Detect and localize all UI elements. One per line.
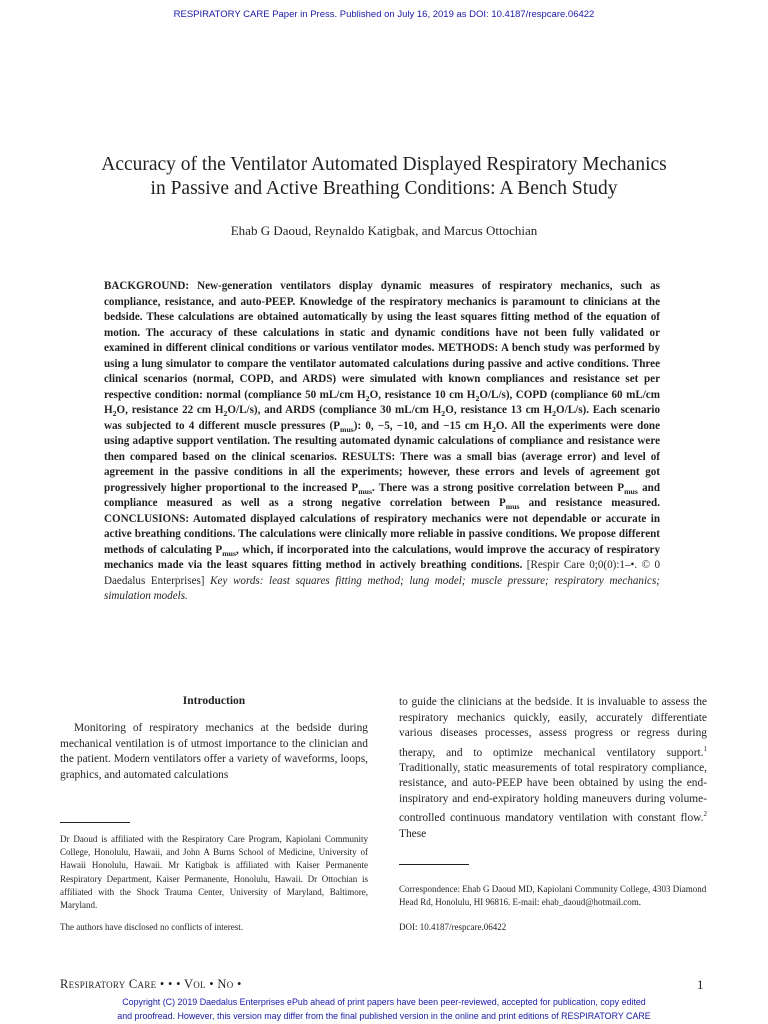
affiliation-footnote: Dr Daoud is affiliated with the Respiratory Care Program, Kapiolani Community College, Honolulu, Hawaii, and John A Burns School of Medicine, University of Hawaii Honolulu, Hawaii. Mr Katigbak is affiliated with Kaiser Permanente Respiratory Department, Kaiser Permanente, Honolulu, Hawaii. Dr Ottochian is affiliated with the Shock Trauma Center, University of Maryland, Baltimore, Maryland. (60, 834, 368, 911)
abstract-part: O, resistance 10 cm H (369, 388, 476, 401)
subscript: 2 (223, 409, 228, 419)
abstract-part: O/L/s). Each scenario was subjected to 4 different muscle pressures (P (104, 404, 660, 432)
subscript: mus (339, 424, 354, 434)
keywords: Key words: least squares fitting method; lung model; muscle pressure; respiratory mechanics; simulation models. (104, 574, 660, 602)
citation: [Respir Care 0;0(0):1–•. © 0 Daedalus Enterprises] (104, 559, 660, 587)
abstract-part: and compliance measured as well as a strong negative correlation between P (104, 481, 660, 509)
title-line-1: Accuracy of the Ventilator Automated Displayed Respiratory Mechanics (101, 154, 667, 175)
reference-2: 2 (703, 810, 707, 819)
correspondence-footnote: Correspondence: Ehab G Daoud MD, Kapiolani Community College, 4303 Diamond Head Rd, Honolulu, HI 96816. E-mail: ehab_daoud@hotmail.com. (399, 884, 707, 908)
abstract-part: BACKGROUND: New-generation ventilators display dynamic measures of respiratory mechanics, such as compliance, resistance, and auto-PEEP. Knowledge of the respiratory mechanics is paramount to clinicians at the bedside. These calculations are obtained automatically by using the least squares fitting method of the equation of motion. The accuracy of these calculations in static and dynamic conditions have not been fully validated or examined in different clinical conditions or various ventilator modes. METHODS: A bench study was performed by using a lung simulator to compare the ventilator automated calculations during passive and active conditions. Three clinical scenarios (normal, COPD, and ARDS) were simulated with known compliances and resistance set per respective condition: normal (compliance 50 mL/cm H (104, 280, 660, 401)
doi-footnote: DOI: 10.4187/respcare.06422 (399, 922, 507, 932)
abstract-part: , which, if incorporated into the calculations, would improve the accuracy of respiratory mechanics made via the least squares fitting method in actively breathing conditions. (104, 543, 661, 571)
paragraph-part: to guide the clinicians at the bedside. It is invaluable to assess the respiratory mechanics quickly, easily, accurately differentiate various diseases processes, assess progress or regress during therapy, and to optimize mechanical ventilatory support. (399, 696, 707, 759)
reference-1: 1 (703, 744, 707, 753)
copyright-line-1: Copyright (C) 2019 Daedalus Enterprises ePub ahead of print papers have been peer-reviewed, accepted for publication, copy edited (122, 997, 646, 1007)
paragraph-part: These (399, 827, 427, 840)
abstract-part: and resistance measured. CONCLUSIONS: Automated displayed calculations of respiratory mechanics were not dependable or accurate in active breathing conditions. The calculations were clinically more reliable in passive conditions. We propose different methods of calculating P (104, 497, 660, 556)
abstract-part: O/L/s), and ARDS (compliance 30 mL/cm H (227, 404, 442, 416)
top-banner: RESPIRATORY CARE Paper in Press. Published on July 16, 2019 as DOI: 10.4187/respcare.06422 (173, 9, 595, 20)
abstract-part: . There was a strong positive correlation between P (372, 481, 625, 494)
abstract-part: O. All the experiments were done using adaptive support ventilation. The resulting automated dynamic calculations of compliance and resistance were then compared based on the clinical scenarios. RESULTS: There was a small bias (average error) and level of agreement in the passive conditions in all the experiments; however, these errors and levels of agreement got progressively higher proportional to the increased P (104, 419, 660, 494)
title-line-2: in Passive and Active Breathing Conditions: A Bench Study (150, 178, 618, 199)
abstract (104, 279, 660, 605)
footnote-rule-right (399, 864, 469, 865)
conflict-of-interest: The authors have disclosed no conflicts of interest. (60, 922, 243, 932)
subscript: mus (358, 486, 373, 496)
section-heading-introduction: Introduction (182, 695, 246, 707)
intro-paragraph-left: Monitoring of respiratory mechanics at the bedside during mechanical ventilation is of utmost importance to the clinician and the patient. Modern ventilators offer a variety of waveforms, loops, graphics, and automated calculations (60, 722, 368, 781)
subscript: 2 (441, 409, 446, 419)
subscript: mus (222, 548, 237, 558)
paragraph-part: Traditionally, static measurements of total respiratory compliance, resistance, and auto-PEEP have been obtained by using the end-inspiratory and end-expiratory holding maneuvers during volume-controlled continuous mandatory ventilation with constant flow. (399, 761, 707, 825)
author-list: Ehab G Daoud, Reynaldo Katigbak, and Marcus Ottochian (230, 223, 538, 238)
abstract-part: O/L/s), COPD (compliance 60 mL/cm H (104, 388, 660, 416)
article-title (40, 153, 728, 201)
right-column (399, 695, 707, 842)
running-footer: Respiratory Care • • • Vol • No • (60, 977, 242, 991)
abstract-part: O, resistance 22 cm H (116, 404, 224, 416)
footnote-rule-left (60, 822, 130, 823)
copyright-line-2: and proofread. However, this version may differ from the final published version in the online and print editions of RESPIRATORY CARE (117, 1010, 651, 1021)
left-column (60, 695, 368, 783)
subscript: 2 (491, 424, 496, 434)
subscript: 2 (112, 409, 117, 419)
abstract-part: ): 0, −5, −10, and −15 cm H (353, 419, 492, 432)
subscript: mus (624, 486, 638, 496)
page-number: 1 (697, 977, 704, 992)
subscript: 2 (475, 393, 480, 403)
subscript: 2 (552, 409, 557, 419)
abstract-text (104, 280, 660, 571)
subscript: 2 (365, 393, 370, 403)
copyright-notice (0, 996, 768, 1023)
abstract-part: O, resistance 13 cm H (445, 404, 553, 416)
subscript: mus (505, 502, 520, 512)
intro-paragraph-right (399, 695, 707, 842)
